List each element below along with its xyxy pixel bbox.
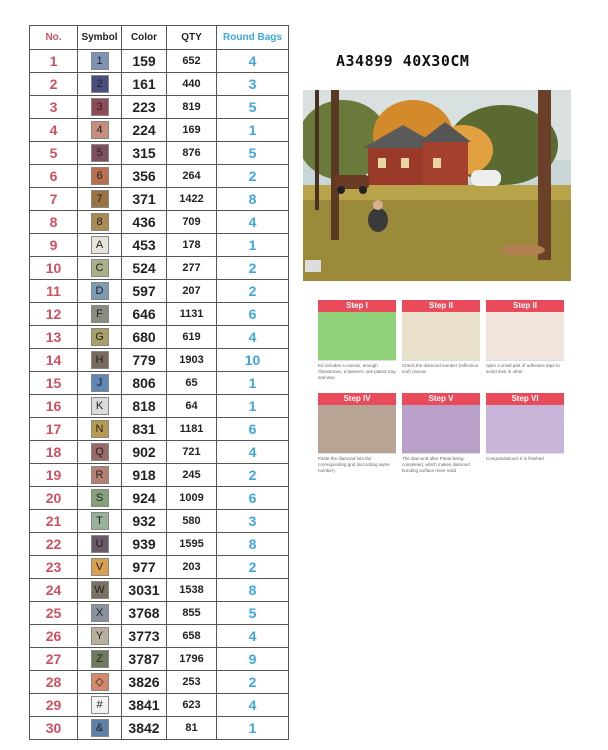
row-number: 4 xyxy=(30,119,78,142)
quantity: 580 xyxy=(167,510,217,533)
symbol-swatch: 3 xyxy=(91,98,109,116)
quantity: 709 xyxy=(167,211,217,234)
table-header-row xyxy=(30,26,289,50)
symbol-cell xyxy=(78,165,122,188)
row-number: 10 xyxy=(30,257,78,280)
step-illustration xyxy=(486,312,564,361)
round-bags: 1 xyxy=(217,119,289,142)
quantity: 1538 xyxy=(167,579,217,602)
symbol-cell xyxy=(78,188,122,211)
symbol-swatch: H xyxy=(91,351,109,369)
table-row xyxy=(30,96,289,119)
symbol-swatch: U xyxy=(91,535,109,553)
symbol-swatch: S xyxy=(91,489,109,507)
table-row xyxy=(30,533,289,556)
table-row xyxy=(30,579,289,602)
color-code: 3842 xyxy=(122,717,167,740)
step-caption: Kit includes a canvas, enough rhinestones, a tweezer, one plastic tray and wax xyxy=(318,363,396,380)
symbol-swatch: 7 xyxy=(91,190,109,208)
symbol-cell xyxy=(78,142,122,165)
quantity: 1422 xyxy=(167,188,217,211)
table-row xyxy=(30,648,289,671)
steps-row xyxy=(318,300,564,393)
symbol-swatch: 4 xyxy=(91,121,109,139)
symbol-cell xyxy=(78,625,122,648)
round-bags: 2 xyxy=(217,556,289,579)
quantity: 277 xyxy=(167,257,217,280)
symbol-swatch: X xyxy=(91,604,109,622)
row-number: 22 xyxy=(30,533,78,556)
step-panel xyxy=(486,393,564,480)
symbol-cell xyxy=(78,441,122,464)
quantity: 1181 xyxy=(167,418,217,441)
color-code: 524 xyxy=(122,257,167,280)
step-panel xyxy=(318,393,396,480)
row-number: 20 xyxy=(30,487,78,510)
row-number: 7 xyxy=(30,188,78,211)
round-bags: 8 xyxy=(217,188,289,211)
symbol-cell xyxy=(78,280,122,303)
symbol-cell xyxy=(78,418,122,441)
symbol-swatch: 1 xyxy=(91,52,109,70)
symbol-swatch: & xyxy=(91,719,109,737)
color-code: 918 xyxy=(122,464,167,487)
step-illustration xyxy=(486,405,564,454)
quantity: 819 xyxy=(167,96,217,119)
symbol-swatch: D xyxy=(91,282,109,300)
quantity: 253 xyxy=(167,671,217,694)
step-illustration xyxy=(402,312,480,361)
quantity: 721 xyxy=(167,441,217,464)
round-bags: 6 xyxy=(217,418,289,441)
quantity: 1131 xyxy=(167,303,217,326)
symbol-swatch: F xyxy=(91,305,109,323)
row-number: 24 xyxy=(30,579,78,602)
color-code: 831 xyxy=(122,418,167,441)
color-code: 902 xyxy=(122,441,167,464)
symbol-swatch: 2 xyxy=(91,75,109,93)
table-row xyxy=(30,464,289,487)
symbol-cell xyxy=(78,648,122,671)
table-row xyxy=(30,326,289,349)
symbol-cell xyxy=(78,717,122,740)
round-bags: 5 xyxy=(217,142,289,165)
color-code: 932 xyxy=(122,510,167,533)
row-number: 8 xyxy=(30,211,78,234)
round-bags: 3 xyxy=(217,73,289,96)
quantity: 1796 xyxy=(167,648,217,671)
step-caption: Check the diamond number (reflection tool) canvas xyxy=(402,363,479,374)
row-number: 15 xyxy=(30,372,78,395)
round-bags: 1 xyxy=(217,717,289,740)
round-bags: 4 xyxy=(217,694,289,717)
color-code: 3826 xyxy=(122,671,167,694)
symbol-swatch: 8 xyxy=(91,213,109,231)
quantity: 440 xyxy=(167,73,217,96)
round-bags: 2 xyxy=(217,464,289,487)
color-code: 3768 xyxy=(122,602,167,625)
round-bags: 4 xyxy=(217,625,289,648)
symbol-cell xyxy=(78,372,122,395)
table-row xyxy=(30,349,289,372)
round-bags: 4 xyxy=(217,211,289,234)
symbol-cell xyxy=(78,533,122,556)
quantity: 264 xyxy=(167,165,217,188)
quantity: 855 xyxy=(167,602,217,625)
step-caption: Congratulations! It is finished xyxy=(486,456,544,461)
symbol-cell xyxy=(78,326,122,349)
row-number: 14 xyxy=(30,349,78,372)
row-number: 25 xyxy=(30,602,78,625)
round-bags: 4 xyxy=(217,441,289,464)
table-row xyxy=(30,257,289,280)
symbol-swatch: N xyxy=(91,420,109,438)
row-number: 13 xyxy=(30,326,78,349)
symbol-cell xyxy=(78,73,122,96)
quantity: 245 xyxy=(167,464,217,487)
color-code: 371 xyxy=(122,188,167,211)
table-row xyxy=(30,717,289,740)
symbol-cell xyxy=(78,211,122,234)
symbol-swatch: J xyxy=(91,374,109,392)
step-title: Step I xyxy=(318,300,396,312)
step-panel xyxy=(486,300,564,387)
round-bags: 2 xyxy=(217,671,289,694)
row-number: 21 xyxy=(30,510,78,533)
table-row xyxy=(30,188,289,211)
symbol-cell xyxy=(78,671,122,694)
symbol-cell xyxy=(78,464,122,487)
quantity: 207 xyxy=(167,280,217,303)
table-row xyxy=(30,625,289,648)
round-bags: 3 xyxy=(217,510,289,533)
symbol-cell xyxy=(78,694,122,717)
step-caption: Paste the diamond into the corresponding grid (according same number) xyxy=(318,456,390,473)
table-row xyxy=(30,418,289,441)
row-number: 1 xyxy=(30,50,78,73)
header-round-bags: Round Bags xyxy=(217,26,289,50)
color-code: 223 xyxy=(122,96,167,119)
round-bags: 2 xyxy=(217,257,289,280)
instruction-steps xyxy=(318,300,564,486)
symbol-swatch: ◇ xyxy=(91,673,109,691)
symbol-swatch: Q xyxy=(91,443,109,461)
table-row xyxy=(30,602,289,625)
step-panel xyxy=(402,393,480,480)
table-row xyxy=(30,510,289,533)
round-bags: 10 xyxy=(217,349,289,372)
round-bags: 4 xyxy=(217,50,289,73)
round-bags: 9 xyxy=(217,648,289,671)
symbol-cell xyxy=(78,579,122,602)
table-row xyxy=(30,280,289,303)
steps-row xyxy=(318,393,564,486)
quantity: 81 xyxy=(167,717,217,740)
symbol-cell xyxy=(78,50,122,73)
quantity: 64 xyxy=(167,395,217,418)
color-code: 3031 xyxy=(122,579,167,602)
color-code: 924 xyxy=(122,487,167,510)
table-row xyxy=(30,211,289,234)
color-code: 161 xyxy=(122,73,167,96)
step-illustration xyxy=(318,405,396,454)
table-row xyxy=(30,395,289,418)
step-caption: open a small part of adhesive tape to avoid dust in other xyxy=(486,363,560,374)
round-bags: 1 xyxy=(217,234,289,257)
table-row xyxy=(30,50,289,73)
row-number: 3 xyxy=(30,96,78,119)
symbol-cell xyxy=(78,119,122,142)
table-row xyxy=(30,487,289,510)
symbol-swatch: # xyxy=(91,696,109,714)
header-symbol: Symbol xyxy=(78,26,122,50)
color-code: 453 xyxy=(122,234,167,257)
table-row xyxy=(30,73,289,96)
color-code: 3773 xyxy=(122,625,167,648)
symbol-swatch: T xyxy=(91,512,109,530)
step-title: Step II xyxy=(486,300,564,312)
table-row xyxy=(30,165,289,188)
quantity: 178 xyxy=(167,234,217,257)
round-bags: 2 xyxy=(217,280,289,303)
step-panel xyxy=(318,300,396,387)
row-number: 11 xyxy=(30,280,78,303)
symbol-cell xyxy=(78,234,122,257)
step-title: Step IV xyxy=(318,393,396,405)
header-no: No. xyxy=(30,26,78,50)
row-number: 29 xyxy=(30,694,78,717)
round-bags: 6 xyxy=(217,303,289,326)
symbol-cell xyxy=(78,510,122,533)
round-bags: 1 xyxy=(217,372,289,395)
table-row xyxy=(30,556,289,579)
round-bags: 6 xyxy=(217,487,289,510)
color-code: 315 xyxy=(122,142,167,165)
quantity: 1009 xyxy=(167,487,217,510)
color-code: 680 xyxy=(122,326,167,349)
quantity: 623 xyxy=(167,694,217,717)
step-title: Step II xyxy=(402,300,480,312)
symbol-cell xyxy=(78,487,122,510)
row-number: 9 xyxy=(30,234,78,257)
table-body xyxy=(30,50,289,740)
symbol-swatch: 5 xyxy=(91,144,109,162)
symbol-swatch: K xyxy=(91,397,109,415)
color-code: 3787 xyxy=(122,648,167,671)
table-row xyxy=(30,119,289,142)
symbol-cell xyxy=(78,395,122,418)
table-row xyxy=(30,671,289,694)
round-bags: 8 xyxy=(217,579,289,602)
step-illustration xyxy=(318,312,396,361)
color-code: 436 xyxy=(122,211,167,234)
quantity: 203 xyxy=(167,556,217,579)
symbol-swatch: C xyxy=(91,259,109,277)
quantity: 65 xyxy=(167,372,217,395)
quantity: 169 xyxy=(167,119,217,142)
header-qty: QTY xyxy=(167,26,217,50)
symbol-cell xyxy=(78,303,122,326)
round-bags: 5 xyxy=(217,602,289,625)
color-code: 224 xyxy=(122,119,167,142)
row-number: 5 xyxy=(30,142,78,165)
color-code: 806 xyxy=(122,372,167,395)
color-code: 977 xyxy=(122,556,167,579)
row-number: 18 xyxy=(30,441,78,464)
symbol-cell xyxy=(78,556,122,579)
table-row xyxy=(30,372,289,395)
row-number: 6 xyxy=(30,165,78,188)
symbol-cell xyxy=(78,96,122,119)
product-code: A34899 40X30CM xyxy=(336,52,470,70)
quantity: 876 xyxy=(167,142,217,165)
row-number: 26 xyxy=(30,625,78,648)
row-number: 17 xyxy=(30,418,78,441)
symbol-swatch: W xyxy=(91,581,109,599)
round-bags: 2 xyxy=(217,165,289,188)
symbol-swatch: G xyxy=(91,328,109,346)
row-number: 19 xyxy=(30,464,78,487)
symbol-swatch: V xyxy=(91,558,109,576)
table-row xyxy=(30,303,289,326)
row-number: 28 xyxy=(30,671,78,694)
color-code: 779 xyxy=(122,349,167,372)
step-illustration xyxy=(402,405,480,454)
round-bags: 5 xyxy=(217,96,289,119)
symbol-swatch: A xyxy=(91,236,109,254)
step-panel xyxy=(402,300,480,387)
step-title: Step V xyxy=(402,393,480,405)
row-number: 16 xyxy=(30,395,78,418)
round-bags: 8 xyxy=(217,533,289,556)
row-number: 2 xyxy=(30,73,78,96)
painting-preview-image xyxy=(303,90,571,281)
color-code: 939 xyxy=(122,533,167,556)
color-code: 3841 xyxy=(122,694,167,717)
table-row xyxy=(30,234,289,257)
quantity: 652 xyxy=(167,50,217,73)
symbol-cell xyxy=(78,602,122,625)
symbol-swatch: R xyxy=(91,466,109,484)
color-code: 646 xyxy=(122,303,167,326)
quantity: 619 xyxy=(167,326,217,349)
row-number: 23 xyxy=(30,556,78,579)
quantity: 1595 xyxy=(167,533,217,556)
header-color: Color xyxy=(122,26,167,50)
symbol-cell xyxy=(78,257,122,280)
round-bags: 4 xyxy=(217,326,289,349)
step-title: Step VI xyxy=(486,393,564,405)
color-chart-table xyxy=(29,25,289,740)
table-row xyxy=(30,142,289,165)
row-number: 30 xyxy=(30,717,78,740)
table-row xyxy=(30,694,289,717)
symbol-swatch: Z xyxy=(91,650,109,668)
color-code: 818 xyxy=(122,395,167,418)
color-code: 159 xyxy=(122,50,167,73)
color-code: 356 xyxy=(122,165,167,188)
quantity: 658 xyxy=(167,625,217,648)
color-code: 597 xyxy=(122,280,167,303)
symbol-swatch: 6 xyxy=(91,167,109,185)
symbol-cell xyxy=(78,349,122,372)
round-bags: 1 xyxy=(217,395,289,418)
step-caption: The diamond after Paste being completed, which makes diamond bonding surface more solid xyxy=(402,456,470,473)
symbol-swatch: Y xyxy=(91,627,109,645)
row-number: 27 xyxy=(30,648,78,671)
quantity: 1903 xyxy=(167,349,217,372)
table-row xyxy=(30,441,289,464)
row-number: 12 xyxy=(30,303,78,326)
